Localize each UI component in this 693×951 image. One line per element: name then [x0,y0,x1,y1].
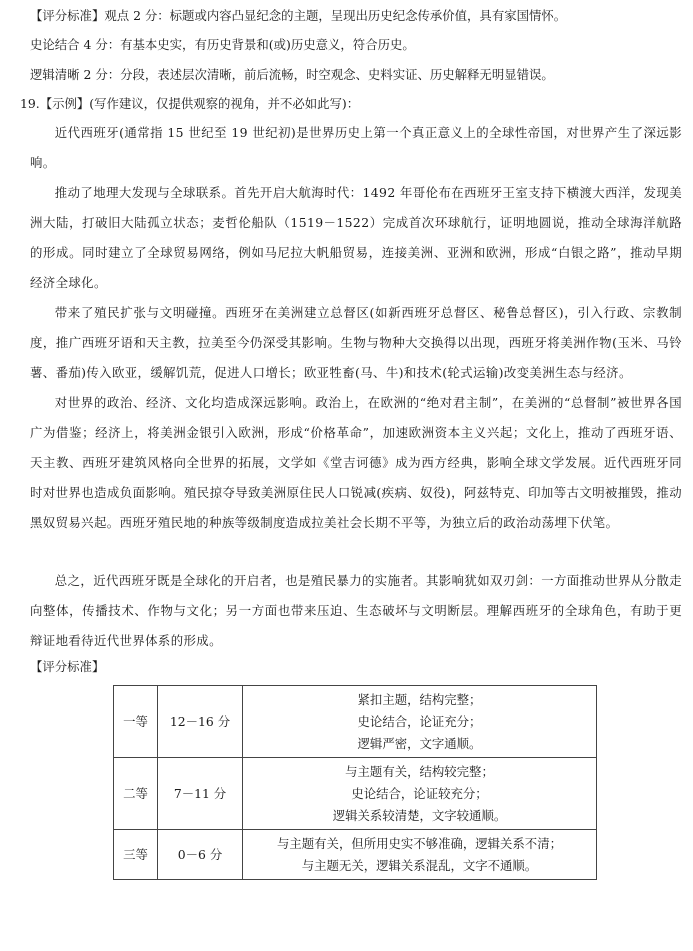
essay-paragraph-conclusion: 总之，近代西班牙既是全球化的开启者，也是殖民暴力的实施者。其影响犹如双刃剑：一方面推动世界从分散走向整体，传播技术、作物与文化；另一方面也带来压迫、生态破坏与文明断层。理解西班牙的全球角色，有助于更辩证地看待近代世界体系的形成。 [30,573,682,648]
question-19-title: 19.【示例】(写作建议，仅提供观察的视角，并不必如此写)： [20,96,360,111]
scoring-note-logic: 逻辑清晰 2 分：分段，表述层次清晰，前后流畅，时空观念、史料实证、历史解释无明显错误。 [30,67,554,82]
essay-paragraph-colonial: 带来了殖民扩张与文明碰撞。西班牙在美洲建立总督区(如新西班牙总督区、秘鲁总督区)，引入行政、宗教制度，推广西班牙语和天主教，拉美至今仍深受其影响。生物与物种大交换得以出现，西班牙将美洲作物(玉米、马铃薯、番茄)传入欧亚，缓解饥荒，促进人口增长；欧亚牲畜(马、牛)和技术(轮式运输)改变美洲生态与经济。 [30,305,682,380]
table-row [114,830,597,880]
essay-paragraph-intro: 近代西班牙(通常指 15 世纪至 19 世纪初)是世界历史上第一个真正意义上的全球性帝国，对世界产生了深远影响。 [30,125,682,170]
criteria-line: 逻辑关系较清楚，文字较通顺。 [332,807,507,823]
criteria-line: 逻辑严密，文字通顺。 [357,735,482,751]
table-row [114,686,597,758]
grade-level: 一等 [114,686,158,758]
criteria-line: 与主题有关，但所用史实不够准确，逻辑关系不清； [277,835,562,851]
scoring-table [113,685,597,880]
grade-score: 12－16 分 [158,686,243,758]
essay-paragraph-influence: 对世界的政治、经济、文化均造成深远影响。政治上，在欧洲的“绝对君主制”，在美洲的“总督制”被世界各国广为借鉴；经济上，将美洲金银引入欧洲，形成“价格革命”，加速欧洲资本主义兴起；文化上，推动了西班牙语、天主教、西班牙建筑风格向全世界的拓展，文学如《堂吉诃德》成为西方经典，影响全球文学发展。近代西班牙同时对世界也造成负面影响。殖民掠夺导致美洲原住民人口锐减(疾病、奴役)，阿兹特克、印加等古文明被摧毁，推动黑奴贸易兴起。西班牙殖民地的种族等级制度造成拉美社会长期不平等，为独立后的政治动荡埋下伏笔。 [30,395,682,530]
scoring-note-viewpoint: 【评分标准】观点 2 分：标题或内容凸显纪念的主题，呈现出历史纪念传承价值，具有家国情怀。 [30,8,567,23]
grade-level: 二等 [114,758,158,830]
essay-paragraph-exploration: 推动了地理大发现与全球联系。首先开启大航海时代：1492 年哥伦布在西班牙王室支持下横渡大西洋，发现美洲大陆，打破旧大陆孤立状态；麦哲伦船队（1519－1522）完成首次环球航行，证明地圆说，推动全球海洋航路的形成。同时建立了全球贸易网络，例如马尼拉大帆船贸易，连接美洲、亚洲和欧洲，形成“白银之路”，推动早期经济全球化。 [30,185,682,290]
scoring-table-title: 【评分标准】 [30,659,105,674]
grade-criteria [243,686,597,758]
grade-score: 7－11 分 [158,758,243,830]
grade-score: 0－6 分 [158,830,243,880]
scoring-note-evidence: 史论结合 4 分：有基本史实，有历史背景和(或)历史意义，符合历史。 [30,37,415,52]
criteria-line: 紧扣主题，结构完整； [357,691,482,707]
grade-criteria [243,830,597,880]
criteria-line: 与主题无关，逻辑关系混乱，文字不通顺。 [301,857,538,873]
criteria-line: 史论结合，论证充分； [357,713,482,729]
grade-level: 三等 [114,830,158,880]
grade-criteria [243,758,597,830]
criteria-line: 史论结合，论证较充分； [351,785,488,801]
table-row [114,758,597,830]
criteria-line: 与主题有关，结构较完整； [345,763,494,779]
